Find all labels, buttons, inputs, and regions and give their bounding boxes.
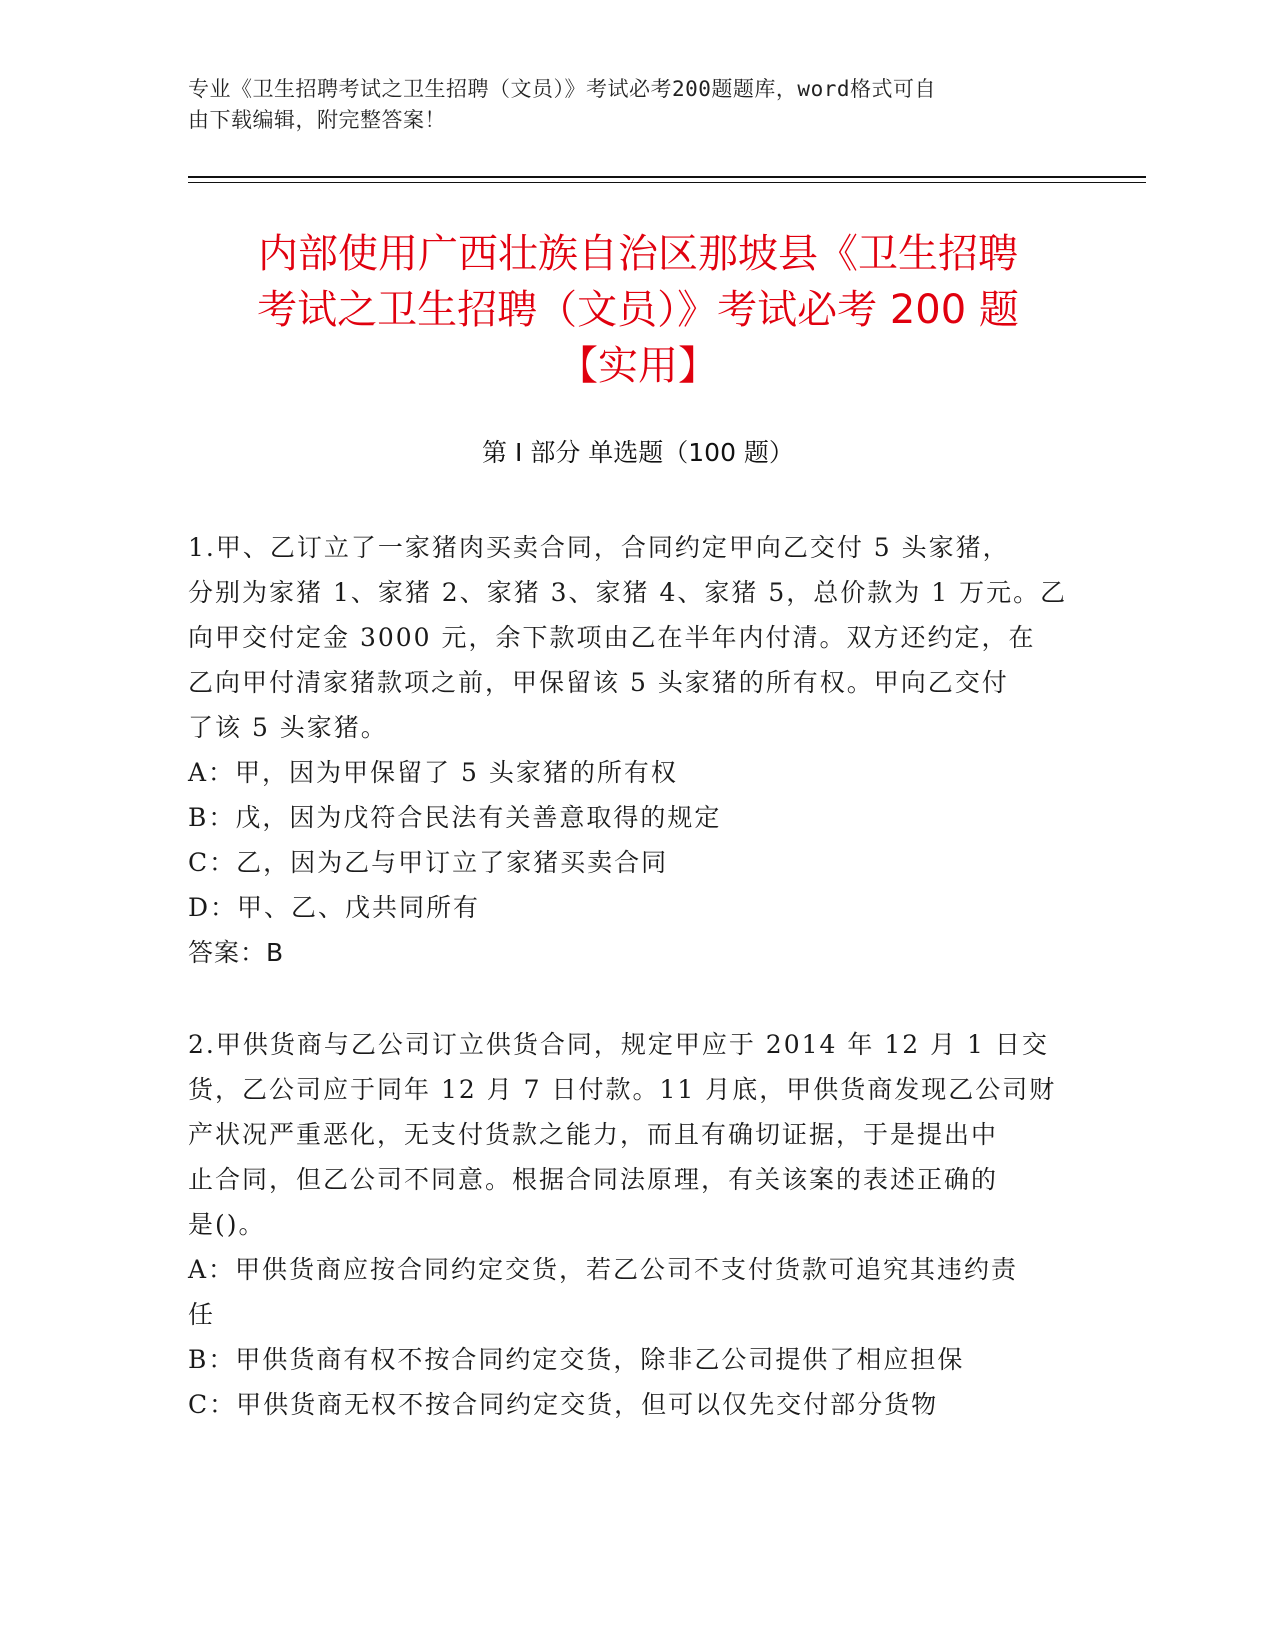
option-c: C：乙，因为乙与甲订立了家猪买卖合同: [188, 848, 669, 877]
question-stem-line: 货，乙公司应于同年 12 月 7 日付款。11 月底，甲供货商发现乙公司财: [188, 1075, 1057, 1104]
section-title: 第 I 部分 单选题（100 题）: [482, 438, 794, 467]
option-a-continued: 任: [188, 1300, 216, 1329]
header-note: [188, 74, 1078, 136]
question-stem-line: 1.甲、乙订立了一家猪肉买卖合同，合同约定甲向乙交付 5 头家猪，: [188, 533, 1010, 562]
header-divider-thin: [188, 182, 1146, 183]
header-note-line-2: 由下载编辑，附完整答案！: [188, 108, 446, 132]
document-title-line-3: 【实用】: [558, 343, 718, 389]
option-d: D：甲、乙、戊共同所有: [188, 893, 481, 922]
header-note-line-1: 专业《卫生招聘考试之卫生招聘（文员）》考试必考200题题库，word格式可自: [188, 77, 936, 101]
question-stem-line: 2.甲供货商与乙公司订立供货合同，规定甲应于 2014 年 12 月 1 日交: [188, 1030, 1049, 1059]
question-1: [188, 525, 1068, 975]
option-a: A：甲供货商应按合同约定交货，若乙公司不支付货款可追究其违约责: [188, 1255, 1019, 1284]
option-c: C：甲供货商无权不按合同约定交货，但可以仅先交付部分货物: [188, 1390, 939, 1419]
option-a: A：甲，因为甲保留了 5 头家猪的所有权: [188, 758, 678, 787]
question-stem-line: 向甲交付定金 3000 元，余下款项由乙在半年内付清。双方还约定，在: [188, 623, 1036, 652]
question-stem-line: 乙向甲付清家猪款项之前，甲保留该 5 头家猪的所有权。甲向乙交付: [188, 668, 1009, 697]
document-title: [188, 226, 1088, 394]
question-stem-line: 产状况严重恶化，无支付货款之能力，而且有确切证据，于是提出中: [188, 1120, 999, 1149]
question-stem-line: 止合同，但乙公司不同意。根据合同法原理，有关该案的表述正确的: [188, 1165, 999, 1194]
question-2: [188, 1022, 1068, 1427]
header-divider-thick: [188, 176, 1146, 178]
question-stem-line: 了该 5 头家猪。: [188, 713, 388, 742]
document-title-line-2: 考试之卫生招聘（文员）》考试必考 200 题: [257, 287, 1019, 333]
answer-line: 答案：B: [188, 938, 285, 967]
option-b: B：戊，因为戊符合民法有关善意取得的规定: [188, 803, 722, 832]
document-title-line-1: 内部使用广西壮族自治区那坡县《卫生招聘: [258, 231, 1018, 277]
question-stem-line: 分别为家猪 1、家猪 2、家猪 3、家猪 4、家猪 5，总价款为 1 万元。乙: [188, 578, 1068, 607]
option-b: B：甲供货商有权不按合同约定交货，除非乙公司提供了相应担保: [188, 1345, 965, 1374]
question-stem-line: 是()。: [188, 1210, 266, 1239]
